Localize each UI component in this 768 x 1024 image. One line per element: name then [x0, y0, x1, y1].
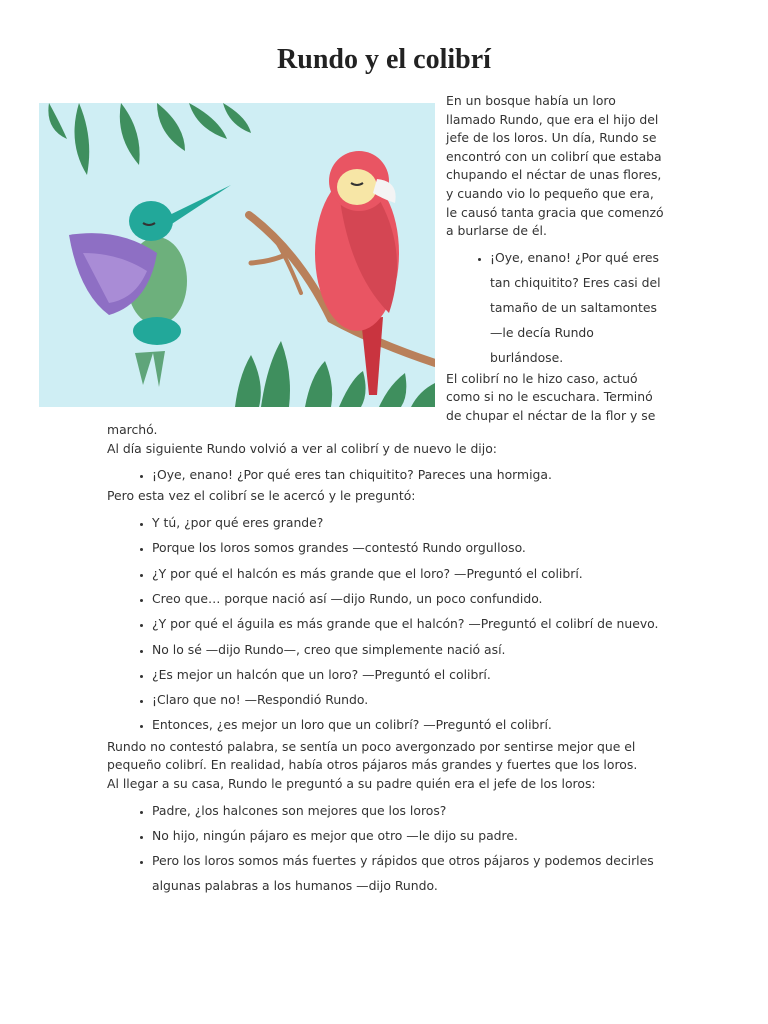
dialogue-item: • ¡Claro que no! —Respondió Rundo. — [152, 687, 667, 712]
dialogue-item: • Y tú, ¿por qué eres grande? — [152, 510, 667, 535]
paragraph-3: Pero esta vez el colibrí se le acercó y le preguntó: — [107, 488, 416, 504]
dialogue-item: • Creo que… porque nació así —dijo Rundo, un poco confundido. — [152, 586, 667, 611]
dialogue-item: • No lo sé —dijo Rundo—, creo que simplemente nació así. — [152, 637, 667, 662]
dialogue-item: • Entonces, ¿es mejor un loro que un colibrí? —Preguntó el colibrí. — [152, 712, 667, 737]
paragraph-5: Al llegar a su casa, Rundo le preguntó a su padre quién era el jefe de los loros: — [107, 775, 596, 791]
dialogue-item: • Padre, ¿los halcones son mejores que los loros? — [152, 798, 667, 823]
story-continuation — [107, 421, 667, 899]
dialogue-item: • ¡Oye, enano! ¿Por qué eres tan chiquitito? Pareces una hormiga. — [152, 462, 667, 487]
dialogue-item: • No hijo, ningún pájaro es mejor que otro —le dijo su padre. — [152, 823, 667, 848]
dialogue-item: • ¿Y por qué el halcón es más grande que el loro? —Preguntó el colibrí. — [152, 561, 667, 586]
paragraph-1: marchó. — [107, 422, 158, 437]
story-illustration — [39, 103, 435, 407]
intro-after-paragraph: El colibrí no le hizo caso, actuó como si no le escuchara. Terminó de chupar el néctar de la flor y se — [446, 370, 656, 423]
dialogue-item: • ¡Oye, enano! ¿Por qué eres tan chiquitito? Eres casi del tamaño de un saltamontes —le decía Rundo burlándose. — [490, 245, 664, 370]
intro-dialogue-list — [446, 245, 664, 370]
paragraph-2: Al día siguiente Rundo volvió a ver al colibrí y de nuevo le dijo: — [107, 440, 497, 456]
dialogue-item: • ¿Y por qué el águila es más grande que el halcón? —Preguntó el colibrí de nuevo. — [152, 611, 667, 636]
intro-text-column — [446, 92, 664, 426]
intro-paragraph: En un bosque había un loro llamado Rundo, que era el hijo del jefe de los loros. Un día, Rundo se encontró con un colibrí que estaba chupando el néctar de unas flores, y cuando vio lo pequeño que era, le causó tanta gracia que comenzó a burlarse de él. — [446, 93, 664, 239]
page-title: Rundo y el colibrí — [277, 44, 491, 75]
paragraph-4: Rundo no contestó palabra, se sentía un poco avergonzado por sentirse mejor que el pequeño colibrí. En realidad, había otros pájaros más grandes y fuertes que los loros. — [107, 738, 638, 773]
dialogue-list-1 — [107, 462, 667, 487]
dialogue-item: • ¿Es mejor un halcón que un loro? —Preguntó el colibrí. — [152, 662, 667, 687]
dialogue-item: • Pero los loros somos más fuertes y rápidos que otros pájaros y podemos decirles algunas palabras a los humanos —dijo Rundo. — [152, 848, 667, 899]
dialogue-item: • Porque los loros somos grandes —contestó Rundo orgulloso. — [152, 535, 667, 560]
dialogue-list-2 — [107, 510, 667, 738]
dialogue-list-3 — [107, 798, 667, 899]
